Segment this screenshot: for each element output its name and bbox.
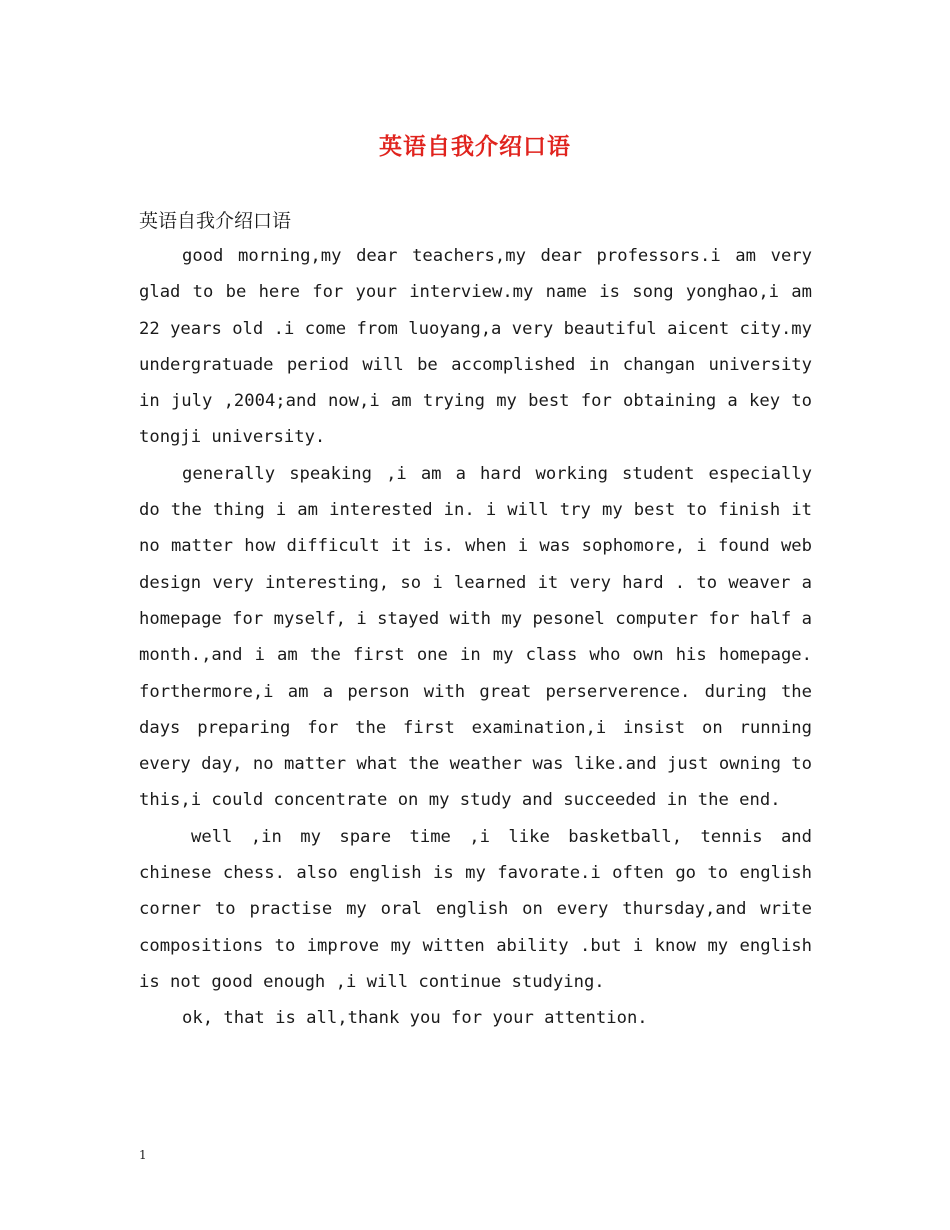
paragraph-personality: generally speaking ,i am a hard working student especially do the thing i am interested in. i will try my best to finish it no matter how difficult it is. when i was sophomore, i found web design very interesting, so i learned it very hard . to weaver a homepage for myself, i stayed with my pesonel computer for half a month.,and i am the first one in my class who own his homepage. forthermore,i am a person with great perserverence. during the days preparing for the first examination,i insist on running every day, no matter what the weather was like.and just owning to this,i could concentrate on my study and succeeded in the end. (139, 463, 812, 811)
paragraph-hobbies: well ,in my spare time ,i like basketball, tennis and chinese chess. also english is my favorate.i often go to english corner to practise my oral english on every thursday,and write compositions to improve my witten ability .but i know my english is not good enough ,i will continue studying. (139, 826, 812, 992)
paragraph-intro: good morning,my dear teachers,my dear professors.i am very glad to be here for your interview.my name is song yonghao,i am 22 years old .i come from luoyang,a very beautiful aicent city.my undergratuade period will be accomplished in changan university in july ,2004;and now,i am trying my best for obtaining a key to tongji university. (139, 246, 812, 448)
paragraph-closing: ok, that is all,thank you for your attention. (182, 1008, 648, 1029)
document-subtitle: 英语自我介绍口语 (139, 210, 292, 232)
page-number: 1 (139, 1148, 147, 1162)
document-title: 英语自我介绍口语 (379, 134, 571, 160)
document-body (139, 238, 812, 1037)
